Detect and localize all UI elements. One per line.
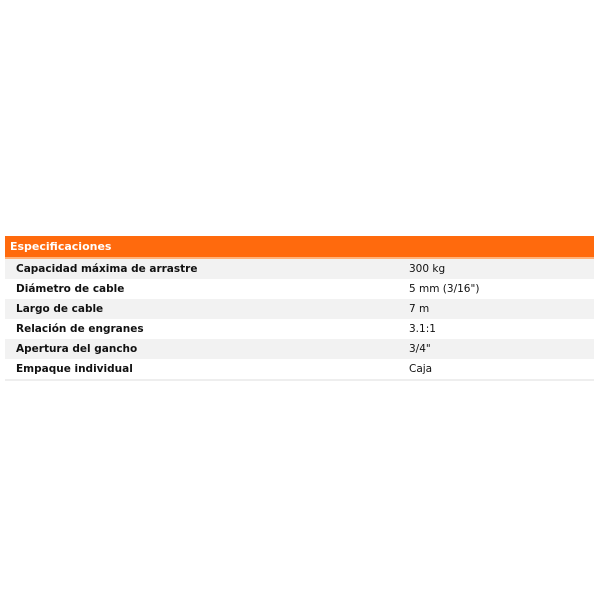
spec-row	[5, 359, 594, 379]
specifications-table	[5, 236, 594, 381]
spec-label: Largo de cable	[16, 303, 104, 315]
spec-row	[5, 299, 594, 319]
spec-label: Empaque individual	[16, 363, 133, 375]
spec-label: Diámetro de cable	[16, 283, 125, 295]
spec-row	[5, 319, 594, 339]
specifications-header: Especificaciones	[5, 236, 594, 259]
spec-label: Capacidad máxima de arrastre	[16, 263, 198, 275]
table-bottom-divider	[5, 379, 594, 381]
spec-value: Caja	[409, 363, 433, 375]
spec-value: 5 mm (3/16")	[409, 283, 480, 295]
spec-label: Relación de engranes	[16, 323, 144, 335]
spec-label: Apertura del gancho	[16, 343, 138, 355]
spec-value: 300 kg	[409, 263, 446, 275]
spec-row	[5, 279, 594, 299]
spec-value: 7 m	[409, 303, 430, 315]
spec-row	[5, 259, 594, 279]
spec-value: 3/4"	[409, 343, 431, 355]
spec-row	[5, 339, 594, 359]
spec-value: 3.1:1	[409, 323, 436, 335]
